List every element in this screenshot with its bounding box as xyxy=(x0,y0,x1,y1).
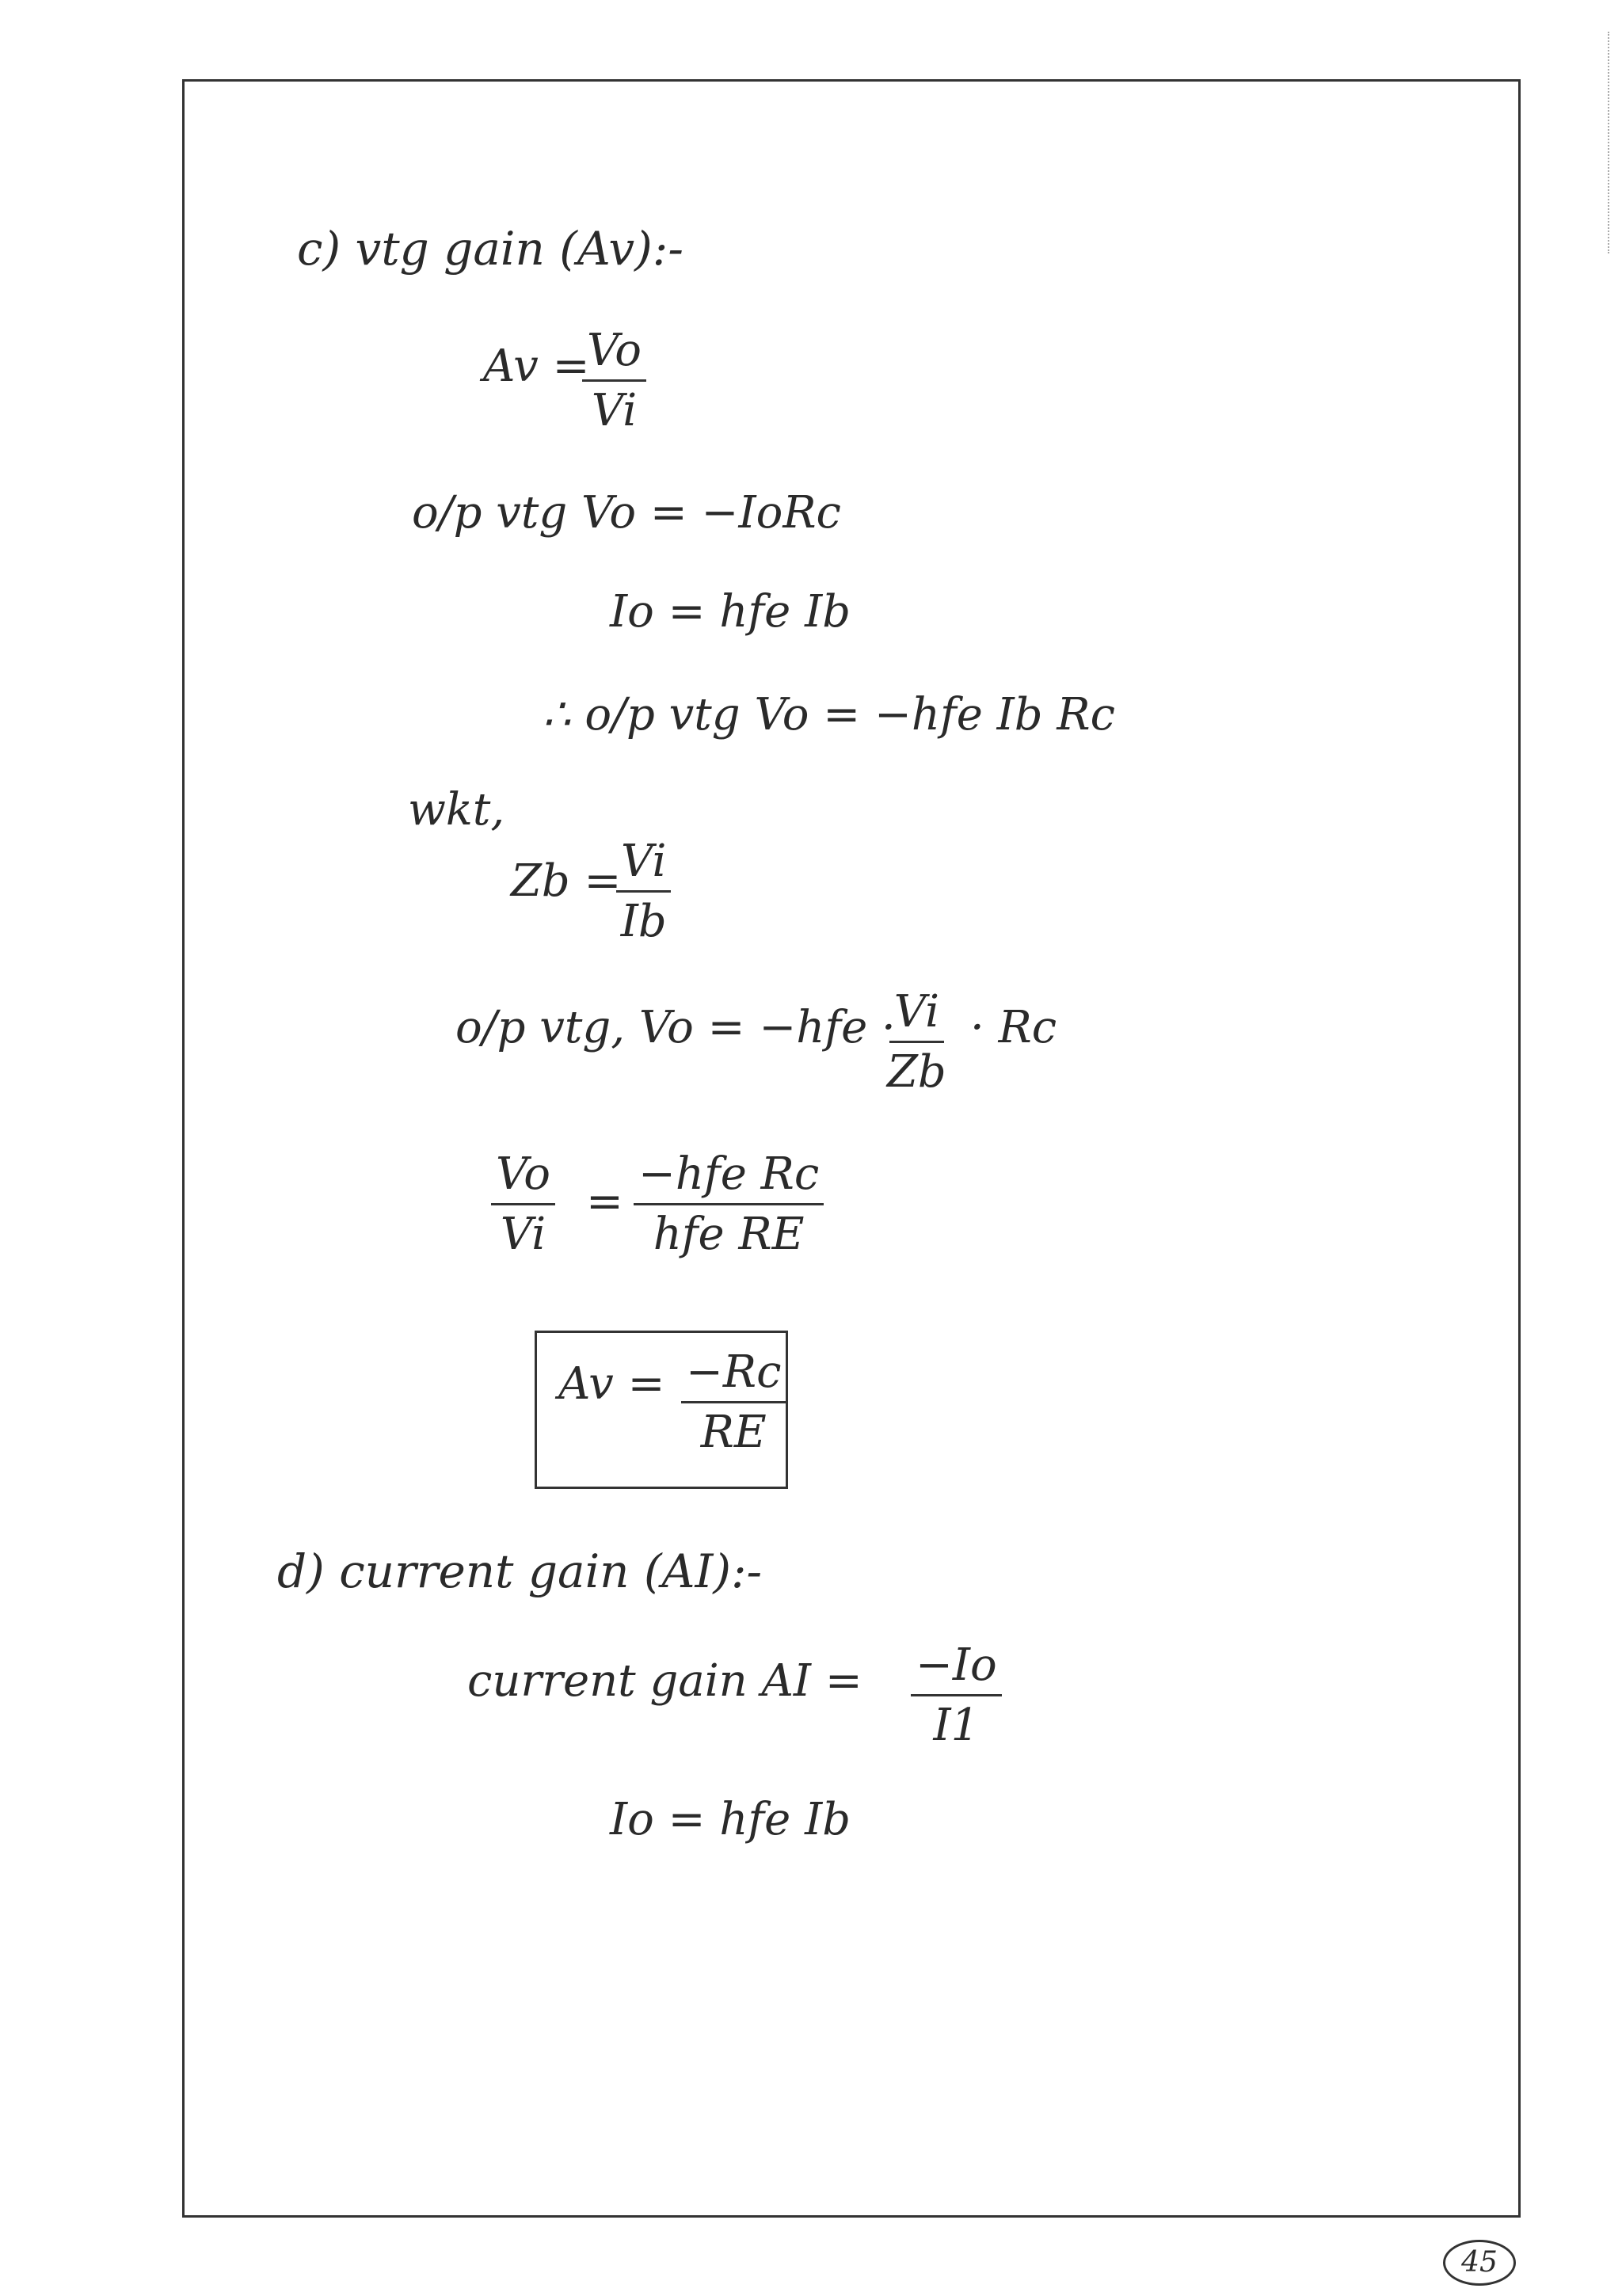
ratio-equals: = xyxy=(586,1176,623,1228)
op-vtg2-denominator: Zb xyxy=(887,1046,946,1098)
ratio-numerator: Vo xyxy=(491,1148,555,1205)
io-equation: Io = hfe Ib xyxy=(610,586,851,638)
wkt-label: wkt, xyxy=(408,784,505,836)
io-hfe-equation: Io = hfe Ib xyxy=(610,1794,851,1845)
op-vtg2-fraction xyxy=(887,986,946,1098)
ai-lhs: current gain AI = xyxy=(467,1655,862,1707)
op-vtg2-rhs: · Rc xyxy=(970,1002,1057,1053)
op-vtg2-lhs: o/p vtg, Vo = −hfe · xyxy=(455,1002,896,1053)
result-numerator: −Rc xyxy=(681,1346,786,1403)
zb-fraction xyxy=(616,836,671,947)
therefore-equation: ∴ o/p vtg Vo = −hfe Ib Rc xyxy=(543,689,1115,741)
ai-fraction xyxy=(911,1639,1002,1751)
ratio-rhs-denominator: hfe RE xyxy=(653,1209,805,1260)
result-denominator: RE xyxy=(700,1407,767,1458)
av-fraction xyxy=(582,325,646,436)
av-numerator: Vo xyxy=(582,325,646,382)
zb-denominator: Ib xyxy=(620,896,667,947)
page-border xyxy=(182,79,1521,2218)
ai-denominator: I1 xyxy=(933,1700,980,1751)
result-lhs: Av = xyxy=(558,1358,665,1410)
ratio-lhs-fraction xyxy=(491,1148,555,1260)
ratio-rhs-numerator: −hfe Rc xyxy=(634,1148,824,1205)
section-d-heading: d) current gain (AI):- xyxy=(277,1544,763,1598)
av-denominator: Vi xyxy=(591,385,638,436)
zb-lhs: Zb = xyxy=(511,855,622,907)
page-number: 45 xyxy=(1443,2240,1516,2286)
op-vtg2-numerator: Vi xyxy=(889,986,944,1043)
result-fraction xyxy=(681,1346,786,1458)
op-vtg-equation: o/p vtg Vo = −IoRc xyxy=(412,487,841,539)
section-c-heading: c) vtg gain (Av):- xyxy=(297,222,683,276)
av-lhs: Av = xyxy=(483,341,590,392)
ratio-rhs-fraction xyxy=(634,1148,824,1260)
scan-edge-marks xyxy=(1608,32,1611,253)
ratio-denominator: Vi xyxy=(500,1209,546,1260)
zb-numerator: Vi xyxy=(616,836,671,893)
ai-numerator: −Io xyxy=(911,1639,1002,1696)
